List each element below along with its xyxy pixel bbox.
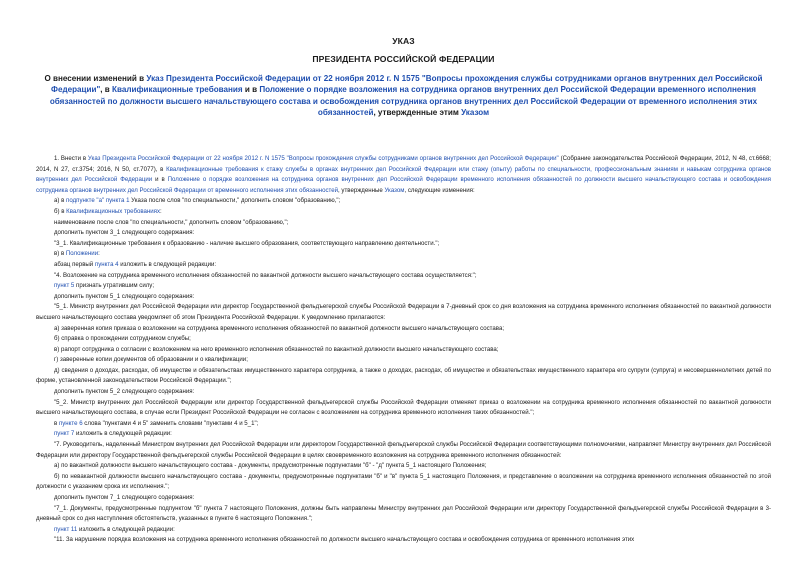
document-body bbox=[36, 154, 771, 546]
text-line: пункт 11 изложить в следующей редакции: bbox=[54, 525, 175, 533]
item-v: в) в Положении: bbox=[54, 250, 100, 258]
link-point-11[interactable]: пункт 11 bbox=[54, 525, 78, 533]
item-a: а) в подпункте "а" пункта 1 Указа после слов "по специальности," дополнить словом "образованию,"; bbox=[54, 197, 341, 205]
text-line: б) справка о прохождении сотрудником службы; bbox=[54, 335, 191, 343]
text-line: "5_2. Министр внутренних дел Российской Федерации или директор Государственной фельдъегерской службы Российской Федерации отменяет приказ о возложении на сотрудника временного исполнения обязанностей по вакантной должности высшего начальствующего состава, в случае если Президент Российской Федерации не согласен с возложением на сотрудника временного исполнения таких обязанностей."; bbox=[36, 398, 771, 417]
text-line: а) по вакантной должности высшего начальствующего состава - документы, предусмотренные подпунктами "б" - "д" пункта 5_1 настоящего Положения; bbox=[54, 462, 487, 470]
text-line: д) сведения о доходах, расходах, об имуществе и обязательствах имущественного характера сотрудника, а также о доходах, расходах, об имуществе и обязательствах имущественного характера его супруги (супруга) и несовершеннолетних детей по форме, установленной законодательством Российской Федерации."; bbox=[36, 366, 771, 385]
text-line: "5_1. Министр внутренних дел Российской Федерации или директор Государственной фельдъегерской службы Российской Федерации в 7-дневный срок со дня возложения на сотрудника временного исполнения обязанностей по вакантной должности высшего начальствующего состава уведомляет об этом Президента Российской Федерации. К уведомлению прилагаются: bbox=[36, 303, 771, 321]
text-line: пункт 5 признать утратившим силу; bbox=[54, 282, 155, 290]
link-decree[interactable]: Указом bbox=[461, 107, 490, 117]
link-regulation[interactable]: Положении bbox=[65, 250, 99, 258]
text-line: пункт 7 изложить в следующей редакции: bbox=[54, 430, 172, 438]
link-point-7[interactable]: пункт 7 bbox=[54, 430, 75, 438]
text-line: дополнить пунктом 3_1 следующего содержания: bbox=[54, 229, 195, 237]
text-line: б) по невакантной должности высшего начальствующего состава - документы, предусмотренные подпунктами "б" и "в" пункта 5_1 настоящего Положения, и представление о возложении на сотрудника временного исполнения обязанностей по этой должности с указанием срока их исполнения."; bbox=[36, 472, 771, 491]
link-decree-1575[interactable]: Указ Президента Российской Федерации от 22 ноября 2012 г. N 1575 "Вопросы прохождения службы сотрудниками органов внутренних дел Российской Федерации" bbox=[51, 74, 763, 95]
text-line: "7_1. Документы, предусмотренные подпунктом "б" пункта 7 настоящего Положения, должны быть направлены Министру внутренних дел Российской Федерации или директору Государственной фельдъегерской службы Российской Федерации в 3-дневный срок со дня наступления обстоятельств, указанных в пункте 6 настоящего Положения."; bbox=[36, 504, 771, 523]
link-point-5[interactable]: пункт 5 bbox=[54, 282, 75, 290]
text-line: г) заверенные копии документов об образовании и о квалификации; bbox=[54, 356, 248, 364]
text-line: "11. За нарушение порядка возложения на сотрудника временного исполнения обязанностей по должности высшего начальствующего состава и освобождения сотрудника от временного исполнения этих bbox=[54, 536, 635, 544]
text-line: дополнить пунктом 5_1 следующего содержания: bbox=[54, 292, 195, 300]
text-line: а) заверенная копия приказа о возложении на сотрудника временного исполнения обязанностей по вакантной должности высшего начальствующего состава; bbox=[54, 324, 505, 332]
link-qualification-requirements[interactable]: Квалификационные требования bbox=[112, 85, 243, 95]
text-line: "3_1. Квалификационные требования к образованию - наличие высшего образования, соответствующего направлению деятельности."; bbox=[54, 239, 440, 247]
item-b: б) в Квалификационных требованиях: bbox=[54, 207, 162, 215]
document-subject-title: О внесении изменений в Указ Президента Российской Федерации от 22 ноября 2012 г. N 1575 "Вопросы прохождения службы сотрудниками органов внутренних дел Российской Федерации", в Квалификационные требования и в Положение о порядке возложения на сотрудника органов внутренних дел Российской Федерации временного исполнения обязанностей по должности высшего начальствующего состава и освобождения сотрудника органов внутренних дел Российской Федерации от временного исполнения этих обязанностей, утвержденные этим Указом bbox=[44, 74, 763, 117]
link-qualification-requirements[interactable]: Квалификационные требования к стажу службы в органах внутренних дел Российской Федерации или стажу (опыту) работы по специальности, профессиональным знаниям и навыкам сотрудника органов внутренних дел Российской Федерации bbox=[36, 165, 771, 184]
text-line: в пункте 6 слова "пунктами 4 и 5" заменить словами "пунктами 4 и 5_1"; bbox=[54, 419, 259, 427]
link-decree[interactable]: Указом bbox=[384, 186, 405, 194]
text-line: наименование после слов "по специальности," дополнить словом "образованию,"; bbox=[54, 218, 289, 226]
link-qualification-requirements[interactable]: Квалификационных требованиях bbox=[66, 207, 161, 215]
text-line: "4. Возложение на сотрудника временного исполнения обязанностей по вакантной должности высшего начальствующего состава осуществляется:"; bbox=[54, 271, 477, 279]
link-decree-1575[interactable]: Указ Президента Российской Федерации от 22 ноября 2012 г. N 1575 "Вопросы прохождения службы сотрудниками органов внутренних дел Российской Федерации" bbox=[87, 155, 559, 162]
text-line: абзац первый пункта 4 изложить в следующей редакции: bbox=[54, 260, 217, 268]
link-subparagraph-a-point-1[interactable]: подпункте "а" пункта 1 bbox=[66, 197, 130, 205]
text-line: в) рапорт сотрудника о согласии с возложением на него временного исполнения обязанностей по вакантной должности высшего начальствующего состава; bbox=[54, 345, 499, 353]
link-regulation[interactable]: Положение о порядке возложения на сотрудника органов внутренних дел Российской Федерации временного исполнения обязанностей по должности высшего начальствующего состава и освобождения сотрудника органов внутренних дел Российской Федерации от временного исполнения этих обязанностей bbox=[49, 85, 758, 117]
link-point-4[interactable]: пункта 4 bbox=[94, 260, 119, 268]
link-point-6[interactable]: пункте 6 bbox=[58, 419, 83, 427]
link-regulation[interactable]: Положение о порядке возложения на сотрудника органов внутренних дел Российской Федерации временного исполнения обязанностей по должности высшего начальствующего состава и освобождения сотрудника органов внутренних дел Российской Федерации от временного исполнения этих обязанностей bbox=[36, 176, 771, 194]
document-type-heading: УКАЗ bbox=[392, 36, 415, 46]
paragraph-1: 1. Внести в Указ Президента Российской Федерации от 22 ноября 2012 г. N 1575 "Вопросы прохождения службы сотрудниками органов внутренних дел Российской Федерации" (Собрание законодательства Российской Федерации, 2012, N 48, ст.6668; 2014, N 27, ст.3754; 2016, N 50, ст.7077), в Квалификационные требования к стажу службы в органах внутренних дел Российской Федерации или стажу (опыту) работы по специальности, профессиональным знаниям и навыкам сотрудника органов внутренних дел Российской Федерации и в Положение о порядке возложения на сотрудника органов внутренних дел Российской Федерации временного исполнения обязанностей по должности высшего начальствующего состава и освобождения сотрудника органов внутренних дел Российской Федерации от временного исполнения этих обязанностей, утвержденные Указом, следующие изменения: bbox=[36, 155, 771, 194]
text-line: дополнить пунктом 5_2 следующего содержания: bbox=[54, 388, 195, 396]
issuer-heading: ПРЕЗИДЕНТА РОССИЙСКОЙ ФЕДЕРАЦИИ bbox=[312, 54, 495, 64]
text-line: "7. Руководитель, наделенный Министром внутренних дел Российской Федерации или директором Государственной фельдъегерской службы Российской Федерации соответствующими полномочиями, направляет Министру внутренних дел Российской Федерации или директору Государственной фельдъегерской службы Российской Федерации в целях своевременного возложения на сотрудника временного исполнения обязанностей: bbox=[36, 441, 771, 459]
text-line: дополнить пунктом 7_1 следующего содержания: bbox=[54, 494, 195, 501]
